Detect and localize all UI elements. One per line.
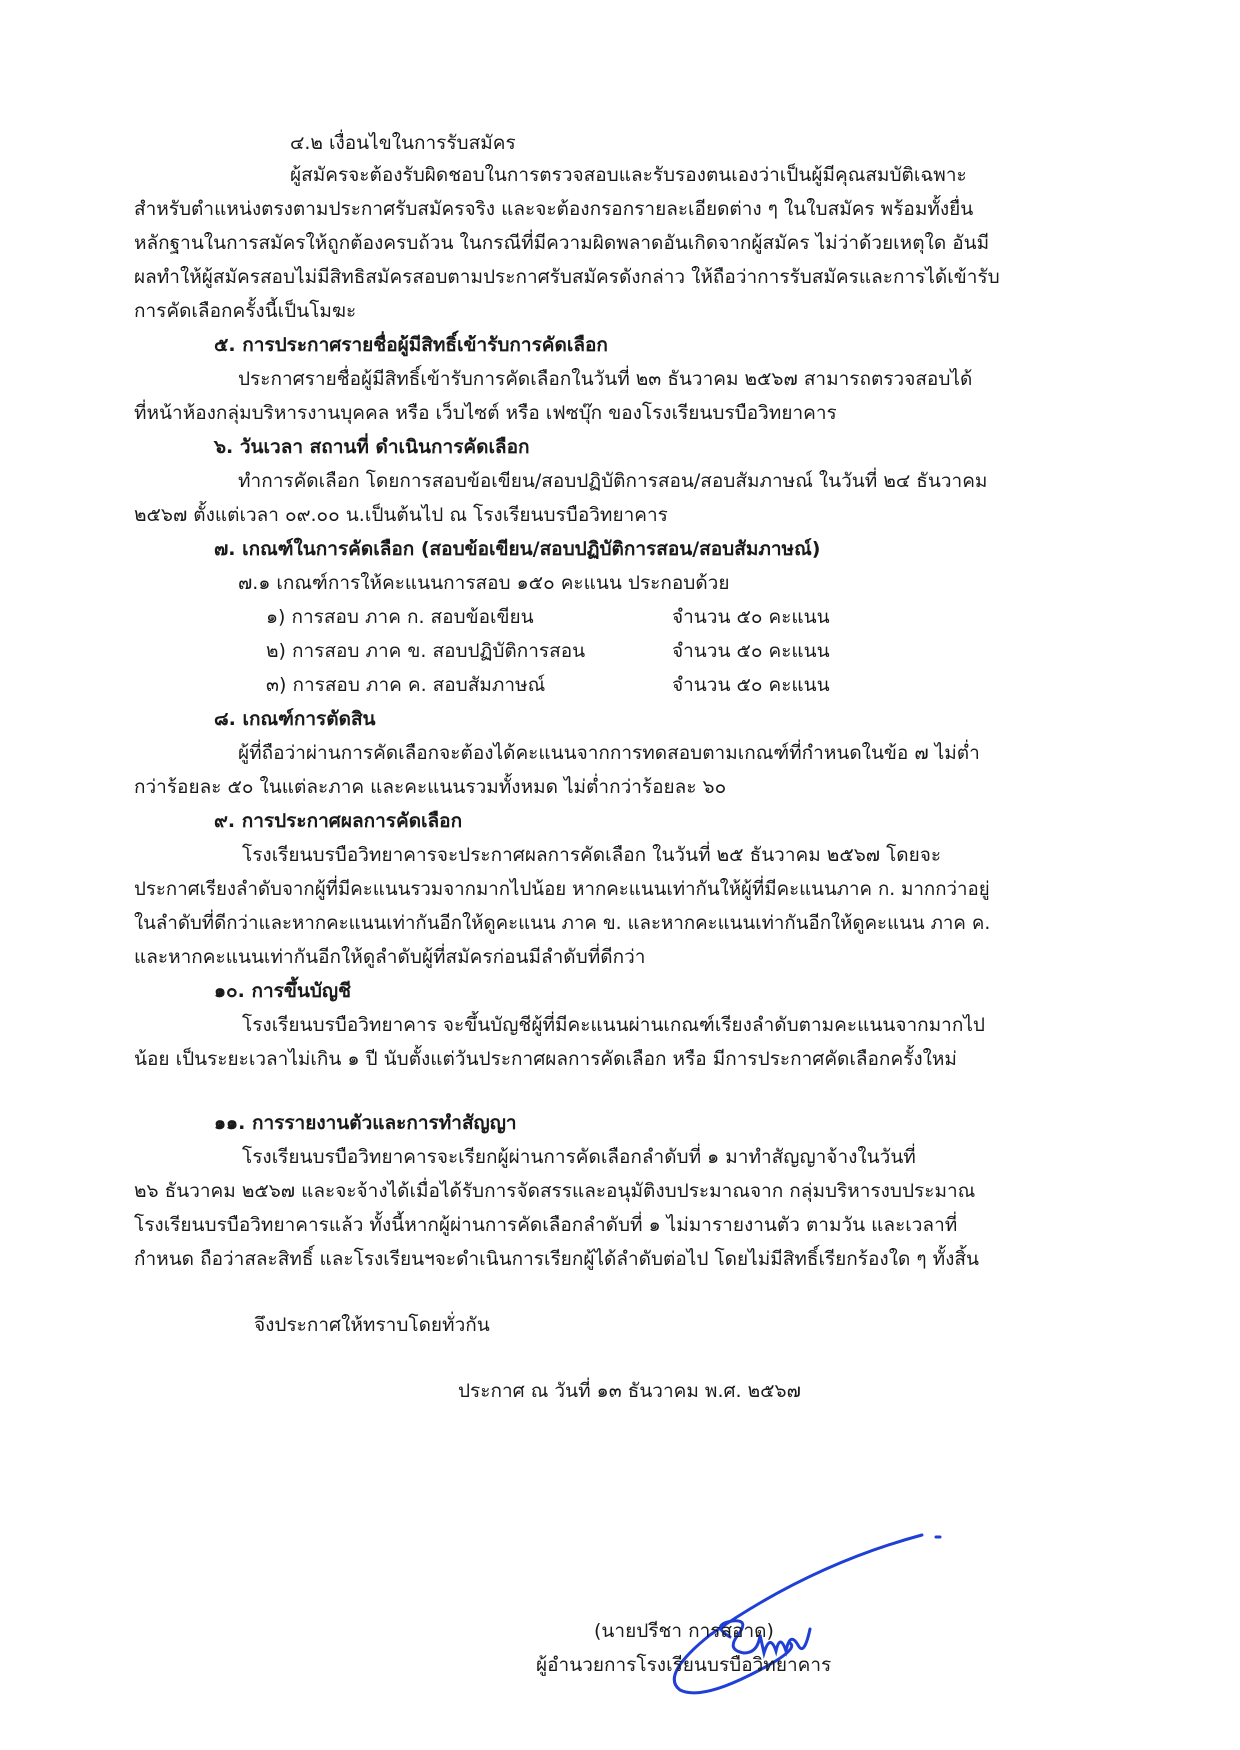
section-5-line-2: ที่หน้าห้องกลุ่มบริหารงานบุคคล หรือ เว็บไซต์ หรือ เฟซบุ๊ก ของโรงเรียนบรบือวิทยาคาร <box>134 402 837 424</box>
section-10-heading: ๑๐. การขึ้นบัญชี <box>214 980 351 1002</box>
section-5-heading: ๕. การประกาศรายชื่อผู้มีสิทธิ์เข้ารับการคัดเลือก <box>214 334 608 356</box>
score-item-label: ๒) การสอบ ภาค ข. สอบปฏิบัติการสอน <box>266 640 586 662</box>
section-4-2-heading: ๔.๒ เงื่อนไขในการรับสมัคร <box>290 132 516 154</box>
section-10-line-1: โรงเรียนบรบือวิทยาคาร จะขึ้นบัญชีผู้ที่มีคะแนนผ่านเกณฑ์เรียงลำดับตามคะแนนจากมากไป <box>242 1014 985 1036</box>
section-4-2-line-1: ผู้สมัครจะต้องรับผิดชอบในการตรวจสอบและรับรองตนเองว่าเป็นผู้มีคุณสมบัติเฉพาะ <box>290 164 967 186</box>
section-4-2-line-2: สำหรับตำแหน่งตรงตามประกาศรับสมัครจริง และจะต้องกรอกรายละเอียดต่าง ๆ ในใบสมัคร พร้อมทั้งยื่น <box>134 198 974 220</box>
score-item-value: จำนวน ๕๐ คะแนน <box>672 640 830 662</box>
section-11-line-4: กำหนด ถือว่าสละสิทธิ์ และโรงเรียนฯจะดำเนินการเรียกผู้ได้ลำดับต่อไป โดยไม่มีสิทธิ์เรียกร้องใด ๆ ทั้งสิ้น <box>134 1248 979 1270</box>
section-11-line-1: โรงเรียนบรบือวิทยาคารจะเรียกผู้ผ่านการคัดเลือกลำดับที่ ๑ มาทำสัญญาจ้างในวันที่ <box>242 1146 916 1168</box>
section-6-line-1: ทำการคัดเลือก โดยการสอบข้อเขียน/สอบปฏิบัติการสอน/สอบสัมภาษณ์ ในวันที่ ๒๔ ธันวาคม <box>238 470 988 492</box>
announce-date: ประกาศ ณ วันที่ ๑๓ ธันวาคม พ.ศ. ๒๕๖๗ <box>458 1380 801 1402</box>
signer-name: (นายปรีชา การสอาด) <box>594 1620 774 1642</box>
section-6-heading: ๖. วันเวลา สถานที่ ดำเนินการคัดเลือก <box>214 436 530 458</box>
score-item-label: ๑) การสอบ ภาค ก. สอบข้อเขียน <box>266 606 534 628</box>
section-8-heading: ๘. เกณฑ์การตัดสิน <box>214 708 376 730</box>
section-4-2-line-4: ผลทำให้ผู้สมัครสอบไม่มีสิทธิสมัครสอบตามประกาศรับสมัครดังกล่าว ให้ถือว่าการรับสมัครและการได้เข้ารับ <box>134 266 1000 288</box>
section-8-line-2: กว่าร้อยละ ๕๐ ในแต่ละภาค และคะแนนรวมทั้งหมด ไม่ต่ำกว่าร้อยละ ๖๐ <box>134 776 727 798</box>
section-9-line-3: ในลำดับที่ดีกว่าและหากคะแนนเท่ากันอีกให้ดูคะแนน ภาค ข. และหากคะแนนเท่ากันอีกให้ดูคะแนน ภาค ค. <box>134 912 991 934</box>
section-10-line-2: น้อย เป็นระยะเวลาไม่เกิน ๑ ปี นับตั้งแต่วันประกาศผลการคัดเลือก หรือ มีการประกาศคัดเลือกครั้งใหม่ <box>134 1048 957 1070</box>
section-4-2-line-3: หลักฐานในการสมัครให้ถูกต้องครบถ้วน ในกรณีที่มีความผิดพลาดอันเกิดจากผู้สมัคร ไม่ว่าด้วยเหตุใด อันมี <box>134 232 990 254</box>
score-item-value: จำนวน ๕๐ คะแนน <box>672 674 830 696</box>
section-4-2-line-5: การคัดเลือกครั้งนี้เป็นโมฆะ <box>134 300 357 322</box>
section-9-line-2: ประกาศเรียงลำดับจากผู้ที่มีคะแนนรวมจากมากไปน้อย หากคะแนนเท่ากันให้ผู้ที่มีคะแนนภาค ก. มากกว่าอยู่ <box>134 878 990 900</box>
section-8-line-1: ผู้ที่ถือว่าผ่านการคัดเลือกจะต้องได้คะแนนจากการทดสอบตามเกณฑ์ที่กำหนดในข้อ ๗ ไม่ต่ำ <box>238 742 980 764</box>
score-item-value: จำนวน ๕๐ คะแนน <box>672 606 830 628</box>
score-item-label: ๓) การสอบ ภาค ค. สอบสัมภาษณ์ <box>266 674 546 696</box>
section-9-line-1: โรงเรียนบรบือวิทยาคารจะประกาศผลการคัดเลือก ในวันที่ ๒๕ ธันวาคม ๒๕๖๗ โดยจะ <box>242 844 942 866</box>
section-11-line-3: โรงเรียนบรบือวิทยาคารแล้ว ทั้งนี้หากผู้ผ่านการคัดเลือกลำดับที่ ๑ ไม่มารายงานตัว ตามวัน และเวลาที่ <box>134 1214 958 1236</box>
section-11-heading: ๑๑. การรายงานตัวและการทำสัญญา <box>214 1112 517 1134</box>
section-9-heading: ๙. การประกาศผลการคัดเลือก <box>214 810 463 832</box>
section-6-line-2: ๒๕๖๗ ตั้งแต่เวลา ๐๙.๐๐ น.เป็นต้นไป ณ โรงเรียนบรบือวิทยาคาร <box>134 504 668 526</box>
section-5-line-1: ประกาศรายชื่อผู้มีสิทธิ์เข้ารับการคัดเลือกในวันที่ ๒๓ ธันวาคม ๒๕๖๗ สามารถตรวจสอบได้ <box>238 368 973 390</box>
section-11-line-2: ๒๖ ธันวาคม ๒๕๖๗ และจะจ้างได้เมื่อได้รับการจัดสรรและอนุมัติงบประมาณจาก กลุ่มบริหารงบประมาณ <box>134 1180 976 1202</box>
section-7-sub-heading: ๗.๑ เกณฑ์การให้คะแนนการสอบ ๑๕๐ คะแนน ประกอบด้วย <box>238 572 730 594</box>
section-9-line-4: และหากคะแนนเท่ากันอีกให้ดูลำดับผู้ที่สมัครก่อนมีลำดับที่ดีกว่า <box>134 946 646 968</box>
section-7-heading: ๗. เกณฑ์ในการคัดเลือก (สอบข้อเขียน/สอบปฏิบัติการสอน/สอบสัมภาษณ์) <box>214 538 821 560</box>
closing-text: จึงประกาศให้ทราบโดยทั่วกัน <box>254 1314 490 1336</box>
signer-title: ผู้อำนวยการโรงเรียนบรบือวิทยาคาร <box>536 1654 832 1676</box>
